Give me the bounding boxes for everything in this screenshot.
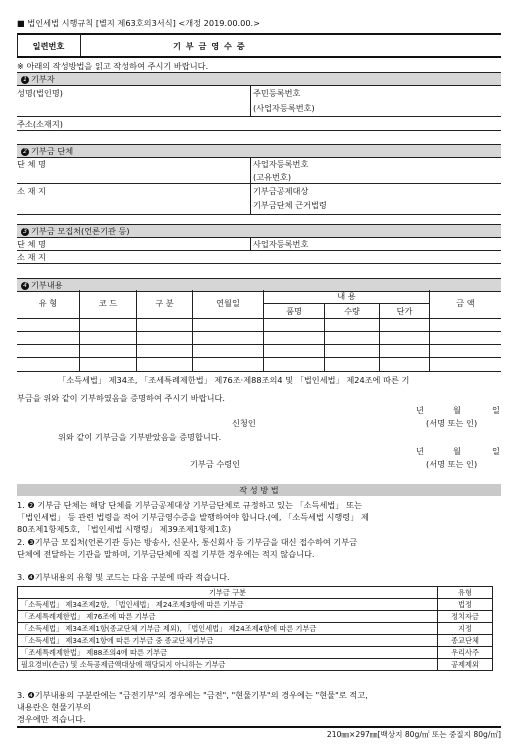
applicant-label: 신청인 — [232, 418, 256, 428]
date-year: 년 — [416, 405, 424, 415]
org-location-label: 소 재 지 — [17, 186, 46, 196]
donation-type-table — [17, 586, 493, 671]
col-price: 단가 — [396, 306, 413, 316]
col-item: 품명 — [286, 306, 302, 316]
instructions-note: ※ 아래의 작성방법을 읽고 작성하여 주시기 바랍니다. — [17, 61, 209, 71]
method-item1-line3: 80조제1항제5호, 「법인세법 시행령」 제39조제1항제1호) — [17, 524, 232, 534]
table-row — [18, 659, 493, 671]
method-item3: 3. ❹기부내용의 유형 및 코드는 다음 구분에 따라 적습니다. — [17, 572, 230, 582]
method-header — [17, 484, 501, 496]
circled-number-icon: 4 — [21, 282, 29, 290]
document-title: 기 부 금 영 수 증 — [173, 41, 246, 51]
header-class: 기부금 구분 — [18, 587, 438, 599]
col-type: 유 형 — [38, 298, 58, 308]
received-text: 위와 같이 기부금을 기부받았음을 증명합니다. — [58, 432, 222, 442]
row-code: 정치자금 — [438, 611, 493, 623]
section-donor-header — [17, 72, 501, 86]
section-collector-header — [17, 224, 501, 238]
org-basis-law-label: 기부금단체 근거법령 — [253, 200, 327, 210]
col-date: 연월일 — [216, 298, 240, 308]
circled-number-icon: 1 — [21, 76, 29, 84]
method-item2-line1: 2. ❸기부금 모집처(언론기관 등)는 방송사, 신문사, 통신회사 등 기부금을 대신 접수하여 기부금 — [17, 537, 358, 547]
title-bottom-rule — [17, 56, 501, 58]
method-item1-line2: 「법인세법」 등 관련 법령을 적어 기부금영수증을 발행하여야 합니다.(예, 「소득세법 시행령」 제 — [17, 512, 369, 522]
row-desc: 「소득세법」 제34조제1항에 따른 기부금 중 종교단체기부금 — [18, 635, 438, 647]
date-month-2: 월 — [453, 446, 461, 456]
org-unique-no-label: (고유번호) — [253, 172, 292, 182]
section-title: 기부자 — [31, 74, 55, 84]
table-row — [18, 635, 493, 647]
certify-text-2: 부금을 위와 같이 기부하였음을 증명하여 주시기 바랍니다. — [17, 393, 226, 403]
row-code: 지정 — [438, 623, 493, 635]
row-code: 법정 — [438, 599, 493, 611]
method-item4-line3: 경우에만 적습니다. — [17, 714, 86, 724]
table-row — [18, 623, 493, 635]
serial-number-label: 일련번호 — [32, 41, 65, 51]
table-row — [18, 647, 493, 659]
table-header-row — [18, 587, 493, 599]
donor-biz-reg-label: (사업자등록번호) — [253, 103, 315, 113]
col-code: 코 드 — [98, 298, 118, 308]
method-title: 작 성 방 법 — [239, 485, 279, 495]
col-qty: 수량 — [344, 306, 360, 316]
row-desc: 「조세특례제한법」 제76조에 따른 기부금 — [18, 611, 438, 623]
row-desc: 「조세특례제한법」 제88조의4에 따른 기부금 — [18, 647, 438, 659]
paper-spec: 210㎜×297㎜[백상지 80g/㎡ 또는 중질지 80g/㎡] — [326, 730, 501, 739]
circled-number-icon: 3 — [21, 228, 29, 236]
recipient-sign: (서명 또는 인) — [426, 459, 478, 469]
method-item1-line1: 1. ❷ 기부금 단체는 해당 단체를 기부금공제대상 기부금단체로 규정하고 있는 「소득세법」 또는 — [17, 500, 362, 510]
section-title: 기부금 모집처(언론기관 등) — [31, 226, 130, 236]
collector-name-label: 단 체 명 — [17, 239, 46, 249]
bottom-rule — [17, 726, 501, 728]
date-day-2: 일 — [492, 446, 500, 456]
recipient-label: 기부금 수령인 — [190, 459, 241, 469]
collector-biz-label: 사업자등록번호 — [253, 239, 309, 249]
section-title: 기부내용 — [31, 280, 63, 290]
method-item4-line2: 내용란은 현물기부의 — [17, 702, 91, 712]
date-day: 일 — [492, 405, 500, 415]
row-code: 공제제외 — [438, 659, 493, 671]
table-row — [18, 599, 493, 611]
section-title: 기부금 단체 — [31, 146, 74, 156]
form-reference: ■ 법인세법 시행규칙 [별지 제63호의3서식] <개정 2019.00.00.> — [17, 18, 261, 28]
row-code: 종교단체 — [438, 635, 493, 647]
col-amount: 금 액 — [456, 298, 475, 308]
org-name-label: 단 체 명 — [17, 159, 46, 169]
method-item4-line1: 3. ❹기부내용의 구분란에는 "금전기부"의 경우에는 "금전", "현물기부"의 경우에는 "현물"로 적고, — [17, 690, 368, 700]
donor-name-label: 성명(법인명) — [17, 88, 63, 98]
date-year-2: 년 — [416, 446, 424, 456]
org-biz-label: 사업자등록번호 — [253, 159, 309, 169]
top-rule — [17, 33, 501, 35]
col-class: 구 분 — [155, 298, 174, 308]
date-month: 월 — [453, 405, 461, 415]
table-row — [18, 611, 493, 623]
row-desc: 「소득세법」 제34조제2항, 「법인세법」 제24조제3항에 따른 기부금 — [18, 599, 438, 611]
col-content: 내 용 — [337, 291, 356, 301]
row-desc: 필요경비(손금) 및 소득공제금액대상에 해당되지 아니하는 기부금 — [18, 659, 438, 671]
donor-address-label: 주소(소재지) — [17, 119, 63, 129]
circled-number-icon: 2 — [21, 148, 29, 156]
collector-location-label: 소 재 지 — [17, 252, 46, 262]
row-desc: 「소득세법」 제34조제1항(종교단체 기부금 제외), 「법인세법」 제24조제4항에 따른 기부금 — [18, 623, 438, 635]
row-code: 우리사주 — [438, 647, 493, 659]
header-type: 유형 — [438, 587, 493, 599]
method-item2-line2: 단체에 전달하는 기관을 말하며, 기부금단체에 직접 기부한 경우에는 적지 않습니다. — [17, 549, 315, 559]
section-org-header — [17, 144, 501, 158]
applicant-sign: (서명 또는 인) — [426, 418, 478, 428]
certify-text-1: 「소득세법」 제34조, 「조세특례제한법」 제76조·제88조의4 및 「법인세법」 제24조에 따른 기 — [58, 375, 410, 385]
donor-reg-label: 주민등록번호 — [253, 88, 301, 98]
org-basis-label: 기부금공제대상 — [253, 186, 309, 196]
